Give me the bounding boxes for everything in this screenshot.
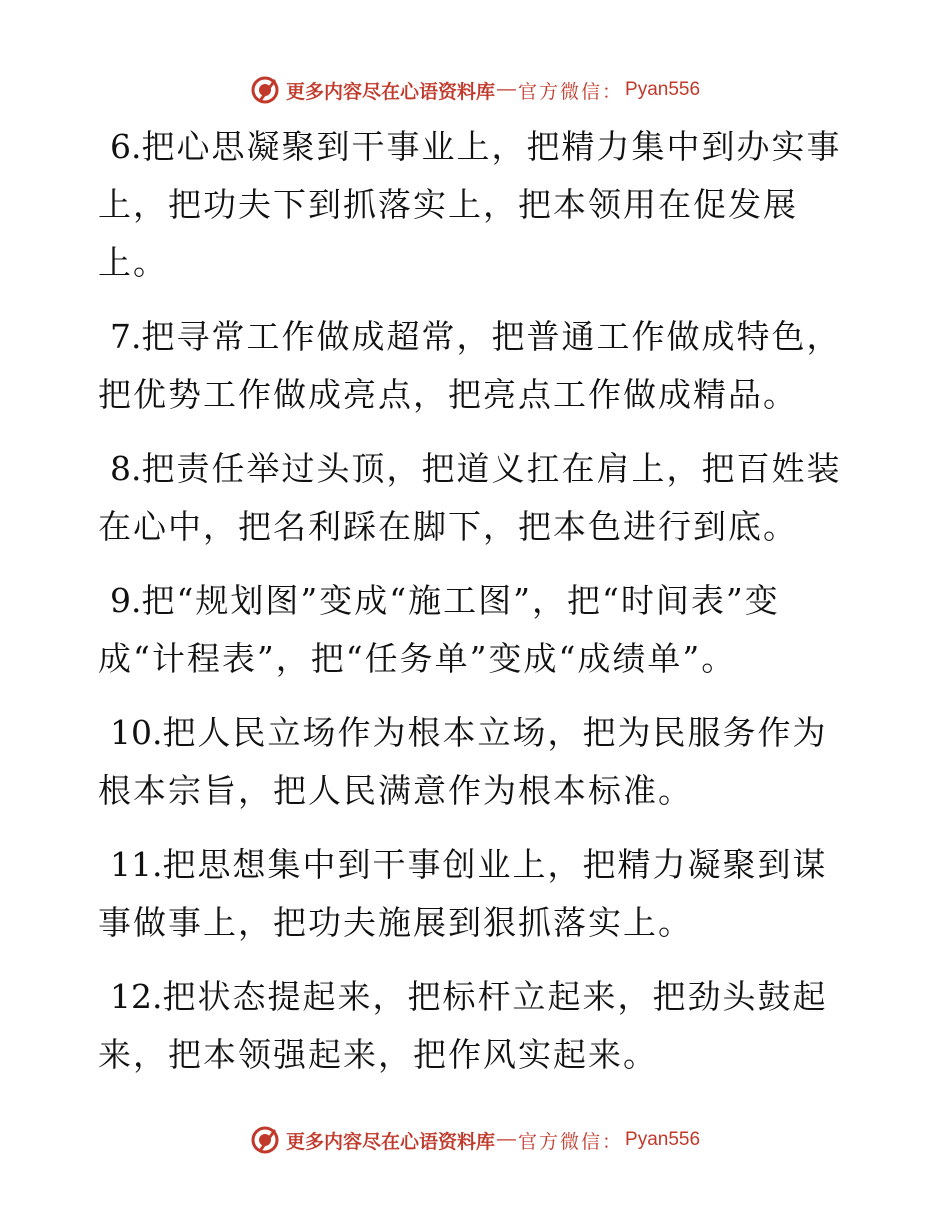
item-text: 把状态提起来，把标杆立起来，把劲头鼓起来，把本领强起来，把作风实起来。 [98, 977, 828, 1074]
item-number: 7. [110, 317, 142, 356]
quill-logo-icon [250, 1125, 280, 1155]
item-number: 8. [110, 449, 142, 488]
banner-main-text: 更多内容尽在心语资料库 [285, 80, 495, 103]
item-text: 把寻常工作做成超常，把普通工作做成特色，把优势工作做成亮点，把亮点工作做成精品。 [98, 317, 842, 414]
item-number: 6. [110, 127, 142, 166]
item-number: 9. [110, 581, 142, 620]
item-text: 把人民立场作为根本立场，把为民服务作为根本宗旨，把人民满意作为根本标准。 [98, 713, 828, 810]
item-text: 把思想集中到干事创业上，把精力凝聚到谋事做事上，把功夫施展到狠抓落实上。 [98, 845, 828, 942]
banner-text [286, 1127, 700, 1154]
banner-separator: — [496, 79, 516, 100]
banner-colon: ： [602, 1131, 622, 1153]
banner-colon: ： [602, 81, 622, 103]
banner-separator: — [496, 1129, 516, 1150]
banner-wechat-id: Pyan556 [625, 1129, 701, 1150]
header-banner [0, 70, 950, 110]
document-body [98, 118, 858, 1100]
item-number: 12. [110, 977, 163, 1016]
quill-logo-icon [250, 75, 280, 105]
list-item [98, 118, 858, 292]
item-number: 11. [110, 845, 163, 884]
list-item [98, 308, 858, 424]
list-item [98, 704, 858, 820]
banner-wechat-label: 官方微信 [517, 1130, 602, 1153]
list-item [98, 572, 858, 688]
list-item [98, 968, 858, 1084]
footer-banner [0, 1120, 950, 1160]
item-text: 把心思凝聚到干事业上，把精力集中到办实事上，把功夫下到抓落实上，把本领用在促发展上。 [98, 127, 842, 282]
list-item [98, 836, 858, 952]
item-text: 把责任举过头顶，把道义扛在肩上，把百姓装在心中，把名利踩在脚下，把本色进行到底。 [98, 449, 842, 546]
banner-wechat-id: Pyan556 [625, 79, 701, 100]
item-number: 10. [110, 713, 163, 752]
item-text: 把“规划图”变成“施工图”，把“时间表”变成“计程表”，把“任务单”变成“成绩单”。 [98, 581, 780, 678]
banner-main-text: 更多内容尽在心语资料库 [285, 1130, 495, 1153]
banner-text [286, 77, 700, 104]
banner-wechat-label: 官方微信 [517, 80, 602, 103]
list-item [98, 440, 858, 556]
